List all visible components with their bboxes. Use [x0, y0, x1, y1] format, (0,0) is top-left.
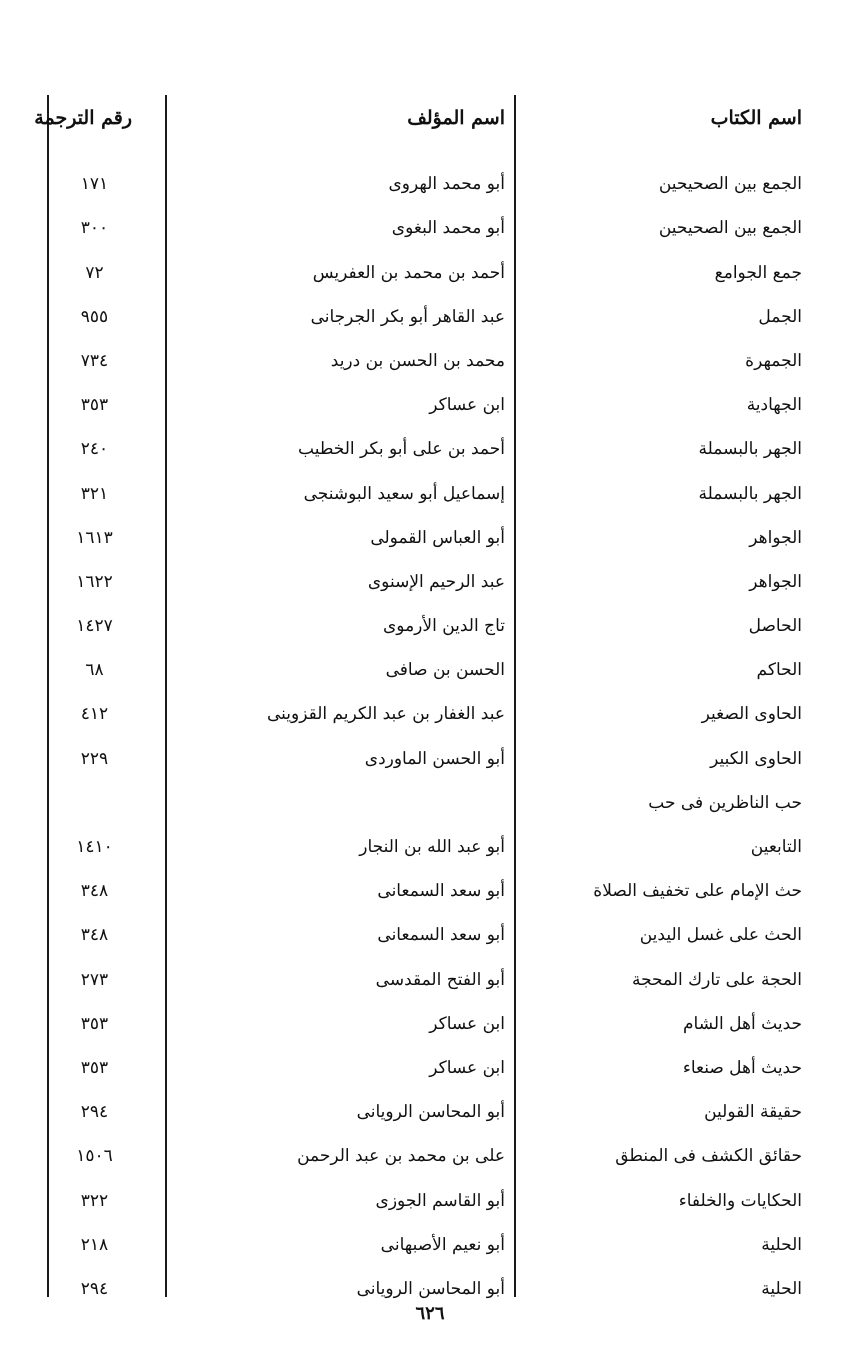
book-title: الجمل	[758, 306, 802, 327]
entry-number: ١٧١	[80, 174, 109, 195]
table-row	[0, 692, 867, 736]
entry-number: ٣٥٣	[80, 1057, 109, 1078]
book-title: الجمهرة	[745, 350, 802, 371]
book-title: حقائق الكشف فى المنطق	[615, 1146, 802, 1167]
entry-number: ٧٣٤	[80, 350, 109, 371]
author-name: أبو العباس القمولى	[370, 527, 505, 548]
author-name: أبو المحاسن الرويانى	[356, 1278, 505, 1299]
author-name: أبو المحاسن الرويانى	[356, 1102, 505, 1123]
author-name: ابن عساكر	[429, 1013, 505, 1034]
book-title: الحلية	[761, 1278, 802, 1299]
entry-number: ١٦٢٢	[76, 571, 113, 592]
table-row	[0, 957, 867, 1001]
book-title: الجمع بين الصحيحين	[658, 174, 802, 195]
book-title: حقيقة القولين	[704, 1102, 802, 1123]
table-row	[0, 250, 867, 294]
author-name: عبد الغفار بن عبد الكريم القزوينى	[266, 704, 505, 725]
table-row	[0, 560, 867, 604]
author-name: أحمد بن على أبو بكر الخطيب	[298, 439, 505, 460]
table-row	[0, 339, 867, 383]
book-title: الحث على غسل اليدين	[639, 925, 802, 946]
table-row	[0, 913, 867, 957]
book-title: الجواهر	[749, 571, 802, 592]
entry-number: ٦٨	[85, 660, 104, 681]
author-name: أبو القاسم الجوزى	[375, 1190, 505, 1211]
author-name: تاج الدين الأرموى	[382, 616, 505, 637]
table-row	[0, 648, 867, 692]
entry-number: ٣٥٣	[80, 1013, 109, 1034]
book-title: الحجة على تارك المحجة	[631, 969, 802, 990]
table-row	[0, 1134, 867, 1178]
header-book-name: اسم الكتاب	[710, 107, 802, 129]
author-name: أبو محمد البغوى	[391, 218, 505, 239]
book-title: الجهادية	[746, 395, 802, 416]
table-row	[0, 1223, 867, 1267]
index-table-body	[0, 162, 867, 1311]
author-name: أبو سعد السمعانى	[377, 925, 505, 946]
entry-number: ٣٠٠	[80, 218, 109, 239]
author-name: ابن عساكر	[429, 395, 505, 416]
book-title: حديث أهل صنعاء	[682, 1057, 802, 1078]
header-entry-number: رقم الترجمة	[34, 107, 132, 129]
entry-number: ١٦١٣	[76, 527, 113, 548]
author-name: عبد الرحيم الإسنوى	[367, 571, 505, 592]
book-title: الحاكم	[756, 660, 802, 681]
entry-number: ١٥٠٦	[76, 1146, 113, 1167]
table-row	[0, 736, 867, 780]
book-title: جمع الجوامع	[714, 262, 802, 283]
table-row	[0, 427, 867, 471]
author-name: أبو الحسن الماوردى	[364, 748, 505, 769]
table-row	[0, 869, 867, 913]
entry-number: ١٤١٠	[76, 837, 113, 858]
author-name: أبو نعيم الأصبهانى	[380, 1234, 505, 1255]
header-author-name: اسم المؤلف	[407, 107, 505, 129]
book-title: الحاصل	[748, 616, 802, 637]
entry-number: ٢٧٣	[80, 969, 109, 990]
entry-number: ٣٤٨	[80, 881, 109, 902]
table-row	[0, 516, 867, 560]
book-title: الحاوى الصغير	[701, 704, 802, 725]
book-title: الجمع بين الصحيحين	[658, 218, 802, 239]
book-title: الجواهر	[749, 527, 802, 548]
table-row	[0, 1178, 867, 1222]
book-title: الجهر بالبسملة	[698, 439, 802, 460]
author-name: على بن محمد بن عبد الرحمن	[297, 1146, 505, 1167]
book-title: الجهر بالبسملة	[698, 483, 802, 504]
entry-number: ٢٤٠	[80, 439, 109, 460]
author-name: أبو عبد الله بن النجار	[359, 837, 505, 858]
book-title: حديث أهل الشام	[683, 1013, 802, 1034]
author-name: أبو محمد الهروى	[388, 174, 505, 195]
entry-number: ٢٩٤	[80, 1102, 109, 1123]
entry-number: ٣٢٢	[80, 1190, 109, 1211]
table-row	[0, 471, 867, 515]
author-name: محمد بن الحسن بن دريد	[330, 350, 505, 371]
book-title-line: التابعين	[750, 836, 802, 857]
table-row	[0, 295, 867, 339]
table-row	[0, 162, 867, 206]
author-name: ابن عساكر	[429, 1057, 505, 1078]
entry-number: ٤١٢	[80, 704, 109, 725]
table-row	[0, 1090, 867, 1134]
entry-number: ٩٥٥	[80, 306, 109, 327]
table-row	[0, 383, 867, 427]
table-row	[0, 1046, 867, 1090]
author-name: عبد القاهر أبو بكر الجرجانى	[310, 306, 505, 327]
author-name: أبو الفتح المقدسى	[375, 969, 505, 990]
table-row	[0, 206, 867, 250]
book-title-line: حب الناظرين فى حب	[648, 792, 802, 813]
author-name: أبو سعد السمعانى	[377, 881, 505, 902]
author-name: إسماعيل أبو سعيد البوشنجى	[303, 483, 505, 504]
page-number: ٦٢٦	[415, 1303, 445, 1324]
book-title: الحلية	[761, 1234, 802, 1255]
book-title: الحكايات والخلفاء	[678, 1190, 802, 1211]
book-title: حث الإمام على تخفيف الصلاة	[593, 881, 802, 902]
book-title	[648, 781, 802, 869]
book-title: الحاوى الكبير	[710, 748, 802, 769]
entry-number: ٢٢٩	[80, 748, 109, 769]
entry-number: ٢٩٤	[80, 1278, 109, 1299]
entry-number: ٣٥٣	[80, 395, 109, 416]
entry-number: ٢١٨	[80, 1234, 109, 1255]
entry-number: ٣٢١	[80, 483, 109, 504]
entry-number: ١٤٢٧	[76, 616, 113, 637]
author-name: الحسن بن صافى	[385, 660, 505, 681]
table-row	[0, 781, 867, 869]
entry-number: ٣٤٨	[80, 925, 109, 946]
table-row	[0, 604, 867, 648]
table-row	[0, 1002, 867, 1046]
author-name: أحمد بن محمد بن العفريس	[312, 262, 505, 283]
entry-number: ٧٢	[85, 262, 104, 283]
